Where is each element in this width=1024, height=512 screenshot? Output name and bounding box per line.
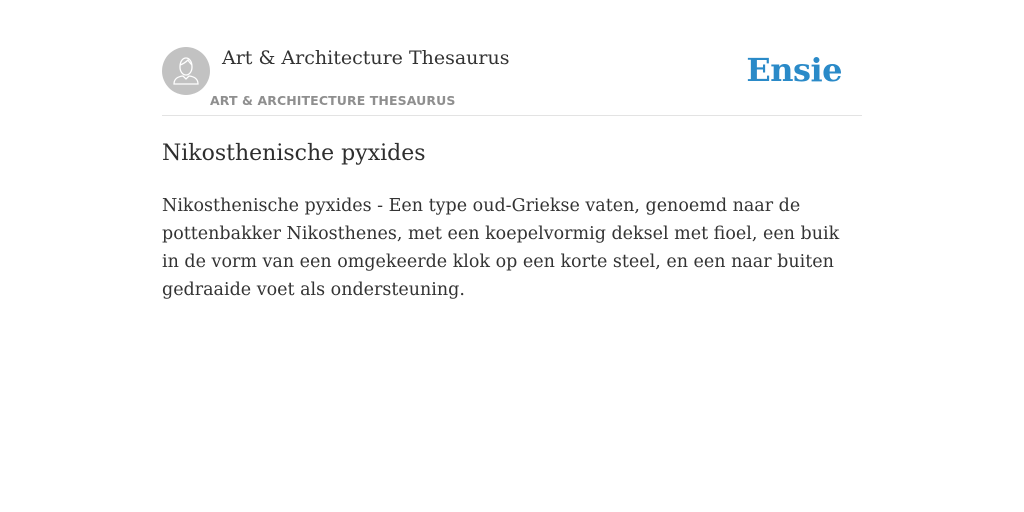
brand-logo[interactable]: Ensie — [746, 51, 842, 89]
entry-body: Nikosthenische pyxides - Een type oud-Griekse vaten, genoemd naar de pottenbakker Nikosthenes, met een koepelvormig deksel met fioel, een buik in de vorm van een omgekeerde klok op een korte steel, en een naar buiten gedraaide voet als ondersteuning. — [162, 196, 840, 300]
source-title[interactable]: Art & Architecture Thesaurus — [222, 47, 510, 69]
avatar[interactable] — [162, 47, 210, 95]
source-subtitle: ART & ARCHITECTURE THESAURUS — [210, 93, 456, 108]
entry-title: Nikosthenische pyxides — [162, 141, 426, 166]
entry-header — [162, 0, 862, 116]
entry-card — [162, 0, 862, 512]
user-silhouette-icon — [162, 47, 210, 95]
